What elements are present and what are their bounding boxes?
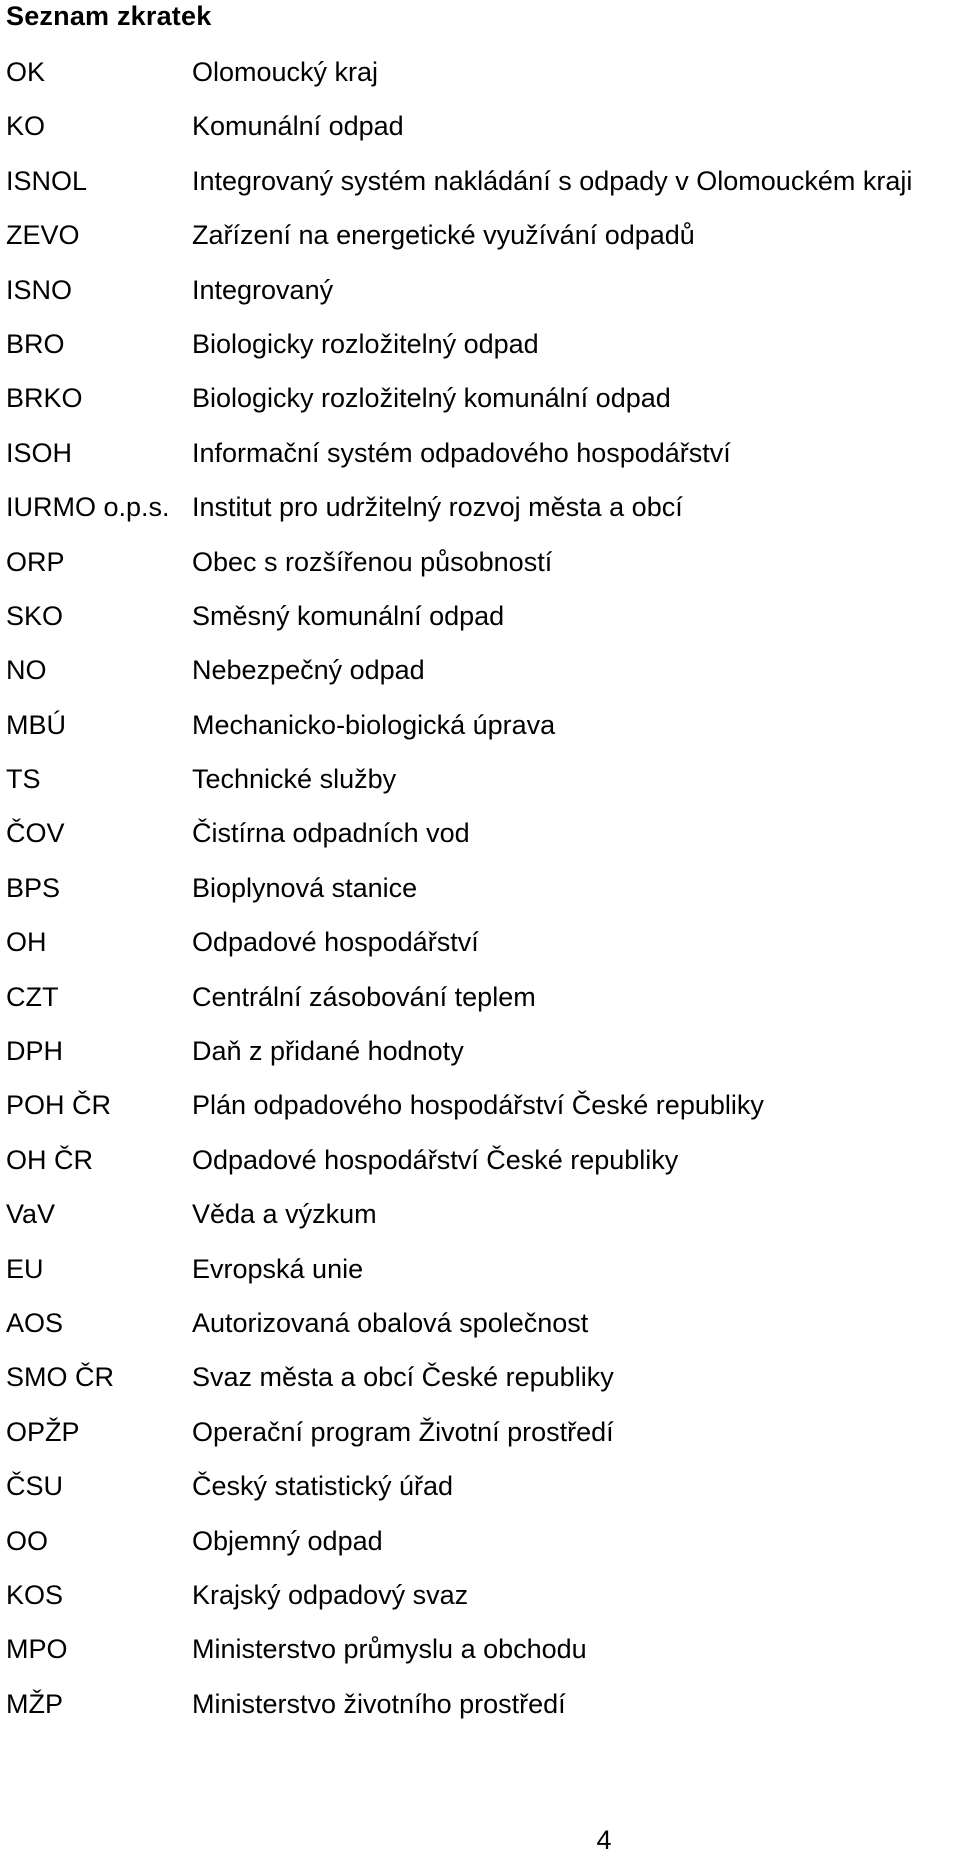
abbreviation-row <box>0 1024 960 1078</box>
abbreviation-term: ISNOL <box>6 165 88 196</box>
abbreviation-meaning: Svaz města a obcí České republiky <box>192 1362 614 1393</box>
abbreviation-row <box>0 1350 960 1404</box>
abbreviation-meaning: Mechanicko-biologická úprava <box>192 709 556 740</box>
abbreviation-term: OO <box>6 1525 49 1556</box>
abbreviation-meaning: Odpadové hospodářství České republiky <box>192 1144 679 1175</box>
abbreviation-row <box>0 1133 960 1187</box>
abbreviation-row <box>0 1568 960 1622</box>
abbreviation-meaning: Biologicky rozložitelný komunální odpad <box>192 383 671 414</box>
abbreviation-meaning: Obec s rozšířenou působností <box>192 546 553 577</box>
abbreviation-row <box>0 1622 960 1676</box>
abbreviation-meaning: Autorizovaná obalová společnost <box>192 1307 589 1338</box>
abbreviation-term: ČOV <box>6 818 65 849</box>
abbreviation-meaning: Centrální zásobování teplem <box>192 981 536 1012</box>
abbreviation-term: POH ČR <box>6 1090 112 1121</box>
abbreviation-term: AOS <box>6 1307 64 1338</box>
abbreviation-row <box>0 371 960 425</box>
abbreviation-meaning: Bioplynová stanice <box>192 872 418 903</box>
page-title: Seznam zkratek <box>6 1 212 31</box>
abbreviation-row <box>0 589 960 643</box>
abbreviation-row <box>0 535 960 589</box>
abbreviation-term: KOS <box>6 1579 64 1610</box>
abbreviation-row <box>0 1514 960 1568</box>
abbreviation-meaning: Směsný komunální odpad <box>192 600 505 631</box>
abbreviation-meaning: Technické služby <box>192 764 397 795</box>
abbreviation-term: ČSU <box>6 1471 64 1502</box>
abbreviation-term: NO <box>6 655 47 686</box>
abbreviation-row <box>0 480 960 534</box>
abbreviation-term: IURMO o.p.s. <box>6 492 170 523</box>
abbreviation-row <box>0 1078 960 1132</box>
abbreviation-meaning: Ministerstvo životního prostředí <box>192 1688 566 1719</box>
abbreviation-meaning: Český statistický úřad <box>192 1471 454 1502</box>
abbreviation-row <box>0 806 960 860</box>
abbreviation-term: TS <box>6 764 41 795</box>
abbreviation-term: SMO ČR <box>6 1362 114 1393</box>
abbreviation-meaning: Integrovaný <box>192 274 334 305</box>
abbreviation-term: OPŽP <box>6 1416 80 1447</box>
abbreviation-meaning: Objemný odpad <box>192 1525 383 1556</box>
abbreviation-meaning: Daň z přidané hodnoty <box>192 1036 464 1067</box>
abbreviation-meaning: Čistírna odpadních vod <box>192 818 470 849</box>
abbreviation-meaning: Integrovaný systém nakládání s odpady v Olomouckém kraji <box>192 165 913 196</box>
abbreviation-row <box>0 426 960 480</box>
abbreviation-term: OH <box>6 927 47 958</box>
abbreviation-meaning: Informační systém odpadového hospodářství <box>192 437 731 468</box>
abbreviation-term: MPO <box>6 1634 68 1665</box>
abbreviation-meaning: Zařízení na energetické využívání odpadů <box>192 220 695 251</box>
abbreviation-row <box>0 1242 960 1296</box>
abbreviation-row <box>0 1677 960 1731</box>
abbreviation-term: BRKO <box>6 383 83 414</box>
abbreviation-list <box>0 45 960 1731</box>
abbreviation-row <box>0 1459 960 1513</box>
abbreviation-row <box>0 1405 960 1459</box>
abbreviation-meaning: Evropská unie <box>192 1253 364 1284</box>
abbreviation-term: BRO <box>6 328 65 359</box>
abbreviation-term: ISOH <box>6 437 73 468</box>
abbreviation-term: KO <box>6 111 46 142</box>
abbreviation-term: EU <box>6 1253 44 1284</box>
abbreviation-term: ORP <box>6 546 65 577</box>
abbreviation-meaning: Komunální odpad <box>192 111 404 142</box>
abbreviation-row <box>0 45 960 99</box>
abbreviation-meaning: Věda a výzkum <box>192 1199 377 1230</box>
abbreviation-row <box>0 317 960 371</box>
abbreviation-term: OK <box>6 57 46 87</box>
abbreviation-row <box>0 208 960 262</box>
abbreviation-row <box>0 1187 960 1241</box>
abbreviation-term: OH ČR <box>6 1144 93 1175</box>
abbreviation-term: MŽP <box>6 1688 63 1719</box>
abbreviation-meaning: Institut pro udržitelný rozvoj města a obcí <box>192 492 683 523</box>
abbreviation-meaning: Ministerstvo průmyslu a obchodu <box>192 1634 587 1665</box>
abbreviation-meaning: Odpadové hospodářství <box>192 927 479 958</box>
abbreviation-term: BPS <box>6 872 61 903</box>
abbreviation-row <box>0 1296 960 1350</box>
page-number: 4 <box>596 1825 612 1855</box>
abbreviation-meaning: Plán odpadového hospodářství České republiky <box>192 1090 764 1121</box>
abbreviation-row <box>0 698 960 752</box>
abbreviation-row <box>0 915 960 969</box>
abbreviation-meaning: Nebezpečný odpad <box>192 655 425 686</box>
abbreviation-row <box>0 643 960 697</box>
abbreviation-row <box>0 752 960 806</box>
abbreviation-term: CZT <box>6 981 59 1012</box>
abbreviation-meaning: Operační program Životní prostředí <box>192 1416 614 1447</box>
abbreviation-term: SKO <box>6 600 64 631</box>
abbreviation-meaning: Krajský odpadový svaz <box>192 1579 469 1610</box>
abbreviation-meaning: Biologicky rozložitelný odpad <box>192 328 539 359</box>
abbreviation-term: ISNO <box>6 274 73 305</box>
abbreviation-row <box>0 99 960 153</box>
abbreviation-meaning: Olomoucký kraj <box>192 57 379 87</box>
abbreviation-term: VaV <box>6 1199 56 1230</box>
abbreviation-row <box>0 263 960 317</box>
abbreviation-row <box>0 154 960 208</box>
abbreviation-term: ZEVO <box>6 220 80 251</box>
abbreviation-term: DPH <box>6 1036 64 1067</box>
abbreviation-term: MBÚ <box>6 709 66 740</box>
abbreviation-row <box>0 861 960 915</box>
abbreviation-row <box>0 970 960 1024</box>
